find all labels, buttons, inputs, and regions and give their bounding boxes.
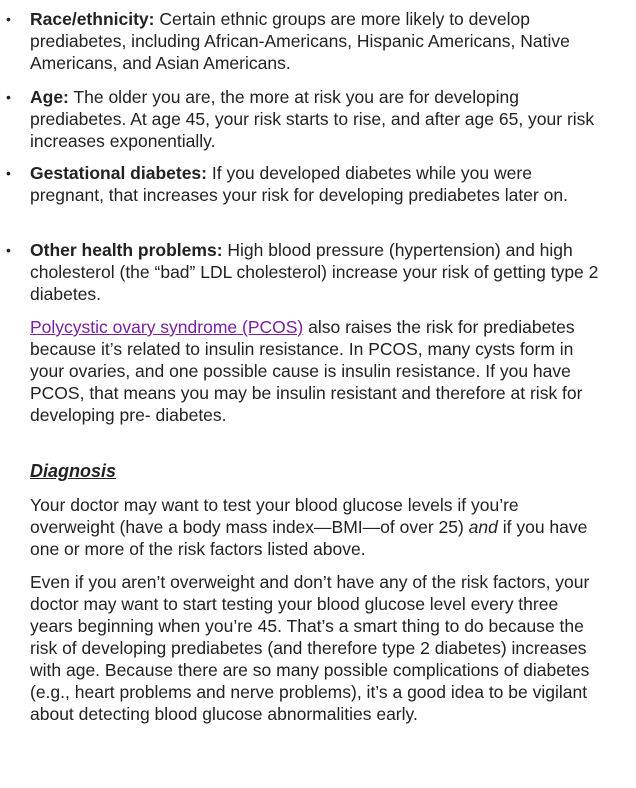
pcos-text: also raises the risk for prediabetes because it’s related to insulin resistance. In PCOS, many cysts form in your ovaries, and one possible cause is insulin resistance. If you have PCOS, that means you may be insulin resistant and therefore at risk for developing pre- diabetes.	[30, 317, 583, 425]
diagnosis-text-italic: and	[468, 517, 498, 537]
bullet-label: Other health problems:	[30, 240, 223, 260]
diagnosis-heading: Diagnosis	[30, 461, 117, 481]
bullet-text	[30, 8, 600, 74]
diagnosis-text-after: if you have one or more of the risk factors listed above.	[30, 517, 588, 559]
bullet-dot: •	[6, 242, 11, 258]
pcos-paragraph	[30, 316, 605, 426]
bullet-label: Race/ethnicity:	[30, 9, 155, 29]
bullet-body: The older you are, the more at risk you are for developing prediabetes. At age 45, your risk starts to rise, and after age 65, your risk increases exponentially.	[30, 87, 595, 151]
bullet-body: High blood pressure (hypertension) and high cholesterol (the “bad” LDL cholesterol) increase your risk of getting type 2 diabetes.	[30, 240, 599, 304]
diagnosis-paragraph-1	[30, 494, 605, 560]
bullet-label: Age:	[30, 87, 69, 107]
bullet-gestational-diabetes	[0, 162, 600, 206]
bullet-other-health-problems	[0, 239, 600, 305]
bullet-dot: •	[6, 11, 11, 27]
bullet-text	[30, 86, 600, 152]
diagnosis-paragraph-2: Even if you aren’t overweight and don’t have any of the risk factors, your doctor may want to start testing your blood glucose level every three years beginning when you’re 45. That’s a smart thing to do because the risk of developing prediabetes (and therefore type 2 diabetes) increases with age. Because there are so many possible complications of diabetes (e.g., heart problems and nerve problems), it’s a good idea to be vigilant about detecting blood glucose abnormalities early.	[30, 572, 590, 724]
bullet-label: Gestational diabetes:	[30, 163, 207, 183]
bullet-dot: •	[6, 89, 11, 105]
bullet-race-ethnicity	[0, 8, 600, 74]
diagnosis-text-before: Your doctor may want to test your blood glucose levels if you’re overweight (have a body mass index—BMI—of over 25)	[30, 495, 519, 537]
bullet-text	[30, 239, 600, 305]
bullet-text	[30, 162, 600, 206]
bullet-body: If you developed diabetes while you were pregnant, that increases your risk for developing prediabetes later on.	[30, 163, 568, 205]
bullet-body: Certain ethnic groups are more likely to develop prediabetes, including African-Americans, Hispanic Americans, Native Americans, and Asian Americans.	[30, 9, 570, 73]
bullet-dot: •	[6, 165, 11, 181]
pcos-link[interactable]: Polycystic ovary syndrome (PCOS)	[30, 317, 304, 337]
bullet-age	[0, 86, 600, 152]
